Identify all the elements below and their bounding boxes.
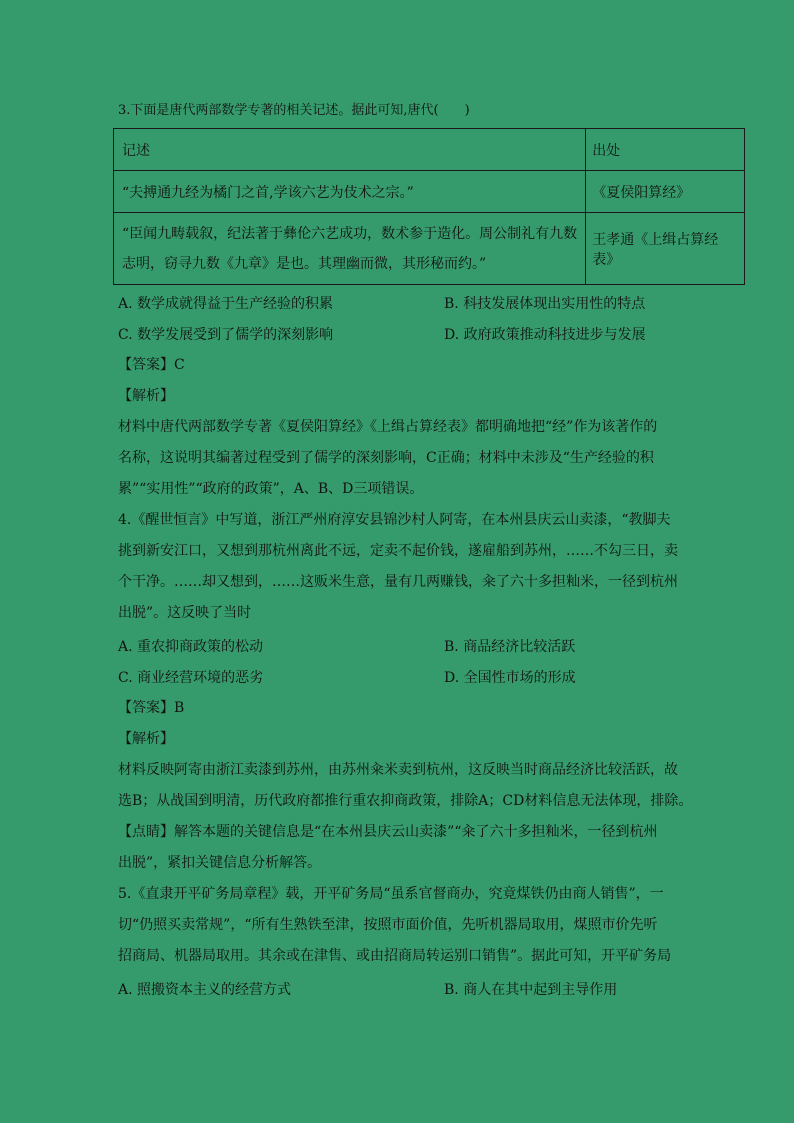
q4-analysis-line: 出脱”，紧扣关键信息分析解答。: [118, 855, 322, 871]
q3-answer: 【答案】C: [118, 357, 185, 373]
table-header-source: 出处: [586, 129, 745, 171]
q3-analysis-line: 名称，这说明其编著过程受到了儒学的深刻影响，C正确；材料中未涉及“生产经验的积: [118, 450, 654, 466]
q4-option-c: C. 商业经营环境的恶劣: [118, 670, 264, 686]
q4-analysis-line: 材料反映阿寄由浙江卖漆到苏州，由苏州籴米卖到杭州，这反映当时商品经济比较活跃，故: [118, 762, 678, 778]
q5-option-a: A. 照搬资本主义的经营方式: [118, 982, 292, 998]
q5-stem-line: 切“仍照买卖常规”，“所有生熟铁至津，按照市面价值，先听机器局取用，煤照市价先听: [118, 917, 658, 933]
q4-stem-line: 个干净。……却又想到，……这贩米生意，量有几两赚钱，籴了六十多担籼米，一径到杭州: [118, 574, 678, 590]
q4-option-d: D. 全国性市场的形成: [444, 670, 576, 686]
q5-stem-line: 招商局、机器局取用。其余或在津售、或由招商局转运别口销售”。据此可知，开平矿务局: [118, 948, 672, 964]
q3-option-a: A. 数学成就得益于生产经验的积累: [118, 296, 334, 312]
q3-stem: 3.下面是唐代两部数学专著的相关记述。据此可知,唐代( ): [118, 103, 470, 118]
q5-option-b: B. 商人在其中起到主导作用: [444, 982, 618, 998]
table-header-record: 记述: [114, 129, 586, 171]
q4-stem-line: 挑到新安江口，又想到那杭州离此不远，定卖不起价钱，遂雇船到苏州，……不勾三日，卖: [118, 543, 678, 559]
q4-stem-line: 出脱”。这反映了当时: [118, 605, 252, 621]
table-cell-source: 王孝通《上缉占算经表》: [586, 213, 745, 285]
q3-option-d: D. 政府政策推动科技进步与发展: [444, 327, 646, 343]
table-cell-record-line: “臣闻九畴载叙，纪法著于彝伦六艺成功，数术参于造化。周公制礼有九数: [122, 225, 578, 242]
q4-analysis-title: 【解析】: [118, 731, 174, 747]
q4-option-a: A. 重农抑商政策的松动: [118, 639, 264, 655]
table-cell-record: [114, 213, 586, 285]
q3-option-c: C. 数学发展受到了儒学的深刻影响: [118, 327, 334, 343]
q4-analysis-line: 选B；从战国到明清，历代政府都推行重农抑商政策，排除A；CD材料信息无法体现，排除。: [118, 793, 693, 809]
q3-analysis-line: 材料中唐代两部数学专著《夏侯阳算经》《上缉占算经表》都明确地把“经”作为该著作的: [118, 419, 658, 435]
q3-analysis-title: 【解析】: [118, 388, 174, 404]
table-cell-source: 《夏侯阳算经》: [586, 171, 745, 213]
q4-answer: 【答案】B: [118, 700, 185, 716]
table-cell-record-line: 志明，窃寻九数《九章》是也。其理幽而微，其形秘而约。”: [122, 255, 487, 272]
q4-option-b: B. 商品经济比较活跃: [444, 639, 576, 655]
q4-stem-line: 4.《醒世恒言》中写道，浙江严州府淳安县锦沙村人阿寄，在本州县庆云山卖漆，“教脚夫: [118, 512, 671, 528]
q4-analysis-line: 【点睛】解答本题的关键信息是“在本州县庆云山卖漆”“籴了六十多担籼米，一径到杭州: [118, 824, 658, 840]
q3-option-b: B. 科技发展体现出实用性的特点: [444, 296, 646, 312]
source-table: [113, 128, 745, 285]
q5-stem-line: 5.《直隶开平矿务局章程》载，开平矿务局“虽系官督商办，究竟煤铁仍由商人销售”，一: [118, 886, 664, 902]
q3-analysis-line: 累”“实用性”“政府的政策”，A、B、D三项错误。: [118, 481, 424, 497]
table-cell-record: “夫搏通九经为橘门之首,学该六艺为伎术之宗。”: [114, 171, 586, 213]
